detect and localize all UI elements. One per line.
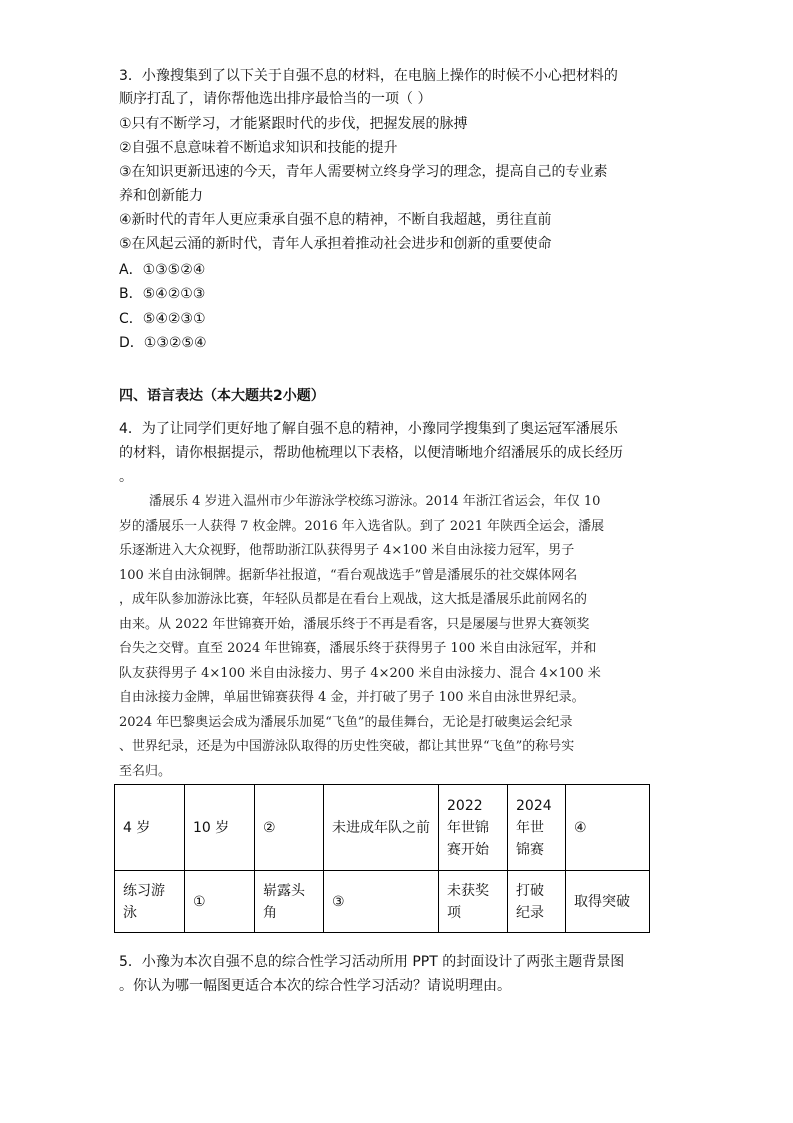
table-cell: 10 岁 xyxy=(185,785,255,871)
passage-line: ，成年队参加游泳比赛，年轻队员都是在看台上观战，这大抵是潘展乐此前网名的 xyxy=(119,592,588,607)
passage-line: 由来。从 2022 年世锦赛开始，潘展乐终于不再是看客，只是屡屡与世界大赛领奖 xyxy=(119,616,590,632)
passage-line: 台失之交臂。直至 2024 年世锦赛，潘展乐终于获得男子 100 米自由泳冠军，并和 xyxy=(119,641,597,656)
q4-timeline-table xyxy=(114,784,650,933)
table-cell: 崭露头角 xyxy=(255,871,324,933)
passage-line: 岁的潘展乐一人获得 7 枚金牌。2016 年入选省队。到了 2021 年陕西全运会，潘展 xyxy=(119,518,605,534)
passage-line: 乐逐渐进入大众视野，他帮助浙江队获得男子 4×100 米自由泳接力冠军，男子 xyxy=(119,543,575,558)
table-cell: 4 岁 xyxy=(115,785,185,871)
table-cell: ④ xyxy=(566,785,650,871)
table-row xyxy=(115,871,650,933)
table-cell: ③ xyxy=(324,871,439,933)
q3-stem-line2: 顺序打乱了，请你帮他选出排序最恰当的一项（ ） xyxy=(119,91,432,107)
table-cell: 练习游泳 xyxy=(115,871,185,933)
table-cell: 未获奖项 xyxy=(439,871,508,933)
passage-line: 潘展乐 4 岁进入温州市少年游泳学校练习游泳。2014 年浙江省运会，年仅 10 xyxy=(149,494,601,509)
q4-stem-line3: 。 xyxy=(119,469,133,485)
passage-line: 队友获得男子 4×100 米自由泳接力、男子 4×200 米自由泳接力、混合 4×100 米 xyxy=(119,665,601,681)
q4-passage xyxy=(119,490,604,784)
q3-option-a: A．①③⑤②④ xyxy=(119,262,206,278)
q3-option-c: C．⑤④②③① xyxy=(119,311,206,327)
passage-line: 至名归。 xyxy=(119,763,172,779)
passage-line: 2024 年巴黎奥运会成为潘展乐加冕“飞鱼”的最佳舞台，无论是打破奥运会纪录 xyxy=(119,714,573,730)
q3-item: ③在知识更新迅速的今天，青年人需要树立终身学习的理念，提高自己的专业素 xyxy=(119,164,608,180)
q3-option-d: D．①③②⑤④ xyxy=(119,335,207,351)
q5-stem-line1: 5．小豫为本次自强不息的综合性学习活动所用 PPT 的封面设计了两张主题背景图 xyxy=(119,954,625,970)
table-cell: 取得突破 xyxy=(566,871,650,933)
table-cell: ① xyxy=(185,871,255,933)
table-row xyxy=(115,785,650,871)
passage-line: 自由泳接力金牌，单届世锦赛获得 4 金，并打破了男子 100 米自由泳世界纪录。 xyxy=(119,690,585,705)
q3-stem-line1: 3．小豫搜集到了以下关于自强不息的材料，在电脑上操作的时候不小心把材料的 xyxy=(119,68,618,84)
q3-option-b: B．⑤④②①③ xyxy=(119,286,206,302)
table-cell: 2022 年世锦赛开始 xyxy=(439,785,508,871)
table-cell: ② xyxy=(255,785,324,871)
q3-item: ④新时代的青年人更应秉承自强不息的精神，不断自我超越，勇往直前 xyxy=(119,212,552,228)
table-cell: 未进成年队之前 xyxy=(324,785,439,871)
q3-item: ①只有不断学习，才能紧跟时代的步伐，把握发展的脉搏 xyxy=(119,116,468,132)
q5-stem-line2: 。你认为哪一幅图更适合本次的综合性学习活动？请说明理由。 xyxy=(119,978,511,994)
q4-stem-line1: 4．为了让同学们更好地了解自强不息的精神，小豫同学搜集到了奥运冠军潘展乐 xyxy=(119,421,618,437)
table-cell: 2024 年世锦赛 xyxy=(508,785,566,871)
table-cell: 打破纪录 xyxy=(508,871,566,933)
q3-item: ⑤在风起云涌的新时代，青年人承担着推动社会进步和创新的重要使命 xyxy=(119,236,552,252)
q4-stem-line2: 的材料，请你根据提示，帮助他梳理以下表格，以便清晰地介绍潘展乐的成长经历 xyxy=(119,445,623,461)
q3-item: 养和创新能力 xyxy=(119,188,203,204)
passage-line: 、世界纪录，还是为中国游泳队取得的历史性突破，都让其世界“飞鱼”的称号实 xyxy=(119,739,575,754)
passage-line: 100 米自由泳铜牌。据新华社报道，“看台观战选手”曾是潘展乐的社交媒体网名 xyxy=(119,567,578,583)
section-4-heading: 四、语言表达（本大题共2小题） xyxy=(119,388,325,404)
q3-item: ②自强不息意味着不断追求知识和技能的提升 xyxy=(119,140,398,156)
